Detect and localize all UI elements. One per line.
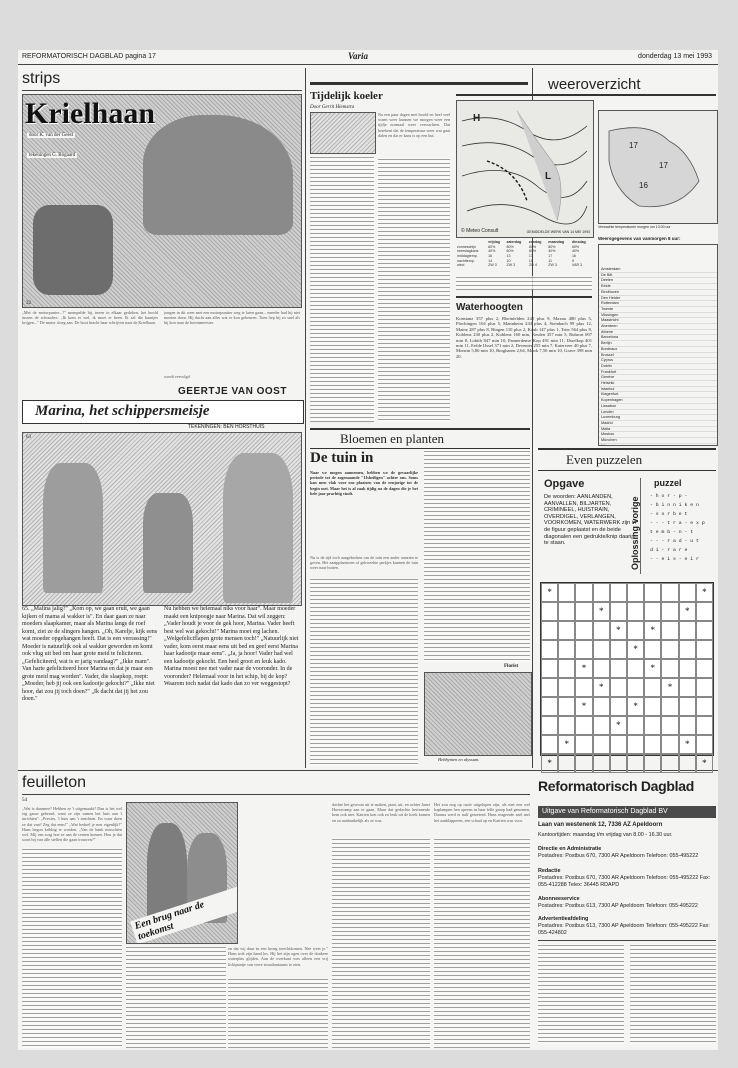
puzzle-cell[interactable] bbox=[593, 754, 610, 773]
city-row: Eelde bbox=[599, 284, 717, 290]
flower-photo bbox=[424, 672, 532, 756]
puzzle-cell[interactable] bbox=[541, 697, 558, 716]
puzzle-cell[interactable] bbox=[679, 583, 696, 602]
rd-publisher: Uitgave van Reformatorisch Dagblad BV bbox=[538, 806, 716, 818]
forecast-cell: 11 bbox=[548, 258, 552, 263]
city-row: Londen bbox=[599, 410, 717, 416]
forecast-cell: ZW 3 bbox=[506, 263, 516, 268]
puzzle-cell[interactable] bbox=[627, 754, 644, 773]
forecast-cell: VAR 3 bbox=[571, 263, 583, 268]
puzzle-cell[interactable] bbox=[558, 678, 575, 697]
puzzle-cell[interactable] bbox=[661, 754, 678, 773]
forecast-cell: 13 bbox=[506, 254, 511, 259]
waterhoogten-text: Konstanz 357 plus 2, Rheinfelden 242 plus 9, Maxau 480 plus 5, Plochingen 104 plus 5, Mannheim 243 plus 4, Steinbach 99 plus 12, Mainz 287 plus 8, Bingen 110 plus 2, Kaub 147 plus 1, Trier 564 plus 8, Koblenz 230 plus 2, Koblenz 160 min, Keulen 357 min 5, Ruhrort 697 min 8, Lobith 847 min 10, Pannerdense Kop 491 min 11, IJsselkop 401 min 11, Eefde IJssel 371 min 2, Deventer 255 min 7, Katerveer 40 plus 7, Monsin 5,86 min 10, Borgharen 2,64, Mook 7,56 min 10, Grave 398 min 20. bbox=[456, 316, 592, 359]
forecast-cell: wind bbox=[457, 263, 465, 268]
puzzle-cell[interactable] bbox=[696, 659, 713, 678]
forecast-cell: 10 bbox=[528, 258, 533, 263]
forecast-notes bbox=[456, 276, 592, 290]
feuilleton-col3-text bbox=[332, 838, 430, 1048]
rd-redactie-title: Redactie bbox=[538, 868, 561, 874]
oplossing-line: - - e i s - e i r bbox=[650, 557, 699, 562]
feuilleton-col2-text bbox=[228, 978, 328, 1048]
puzzle-cell[interactable] bbox=[661, 735, 678, 754]
puzzle-cell[interactable] bbox=[575, 621, 592, 640]
krielhaan-title: Krielhaan bbox=[25, 97, 156, 130]
newspaper-page bbox=[18, 50, 718, 1050]
section-rule bbox=[456, 296, 592, 298]
krielhaan-text-left: „Met de motorpunter...?" mompelde hij, ineen in elkaar gedoken, het hoofd tussen de schouders. „Ik kom er wel, ik moet er heen. Ik zal die kaartjes krijgen..." De motor sloeg aan. De boot bracht haar schrijven naar de Krielhaan. bbox=[22, 310, 158, 326]
puzzle-cell[interactable] bbox=[679, 678, 696, 697]
puzzle-cell[interactable] bbox=[558, 602, 575, 621]
tuin-body-text bbox=[424, 450, 530, 662]
city-row: Maastricht bbox=[599, 318, 717, 324]
puzzle-cell[interactable] bbox=[627, 735, 644, 754]
puzzle-cell[interactable] bbox=[696, 697, 713, 716]
puzzle-cell[interactable] bbox=[610, 640, 627, 659]
rd-kantoortijden: Kantoortijden: maandag t/m vrijdag van 8.00 - 16.30 uur. bbox=[538, 832, 673, 838]
city-row: Genève bbox=[599, 375, 717, 381]
rd-title: Reformatorisch Dagblad bbox=[538, 778, 694, 794]
marina-comic-panel bbox=[22, 432, 302, 606]
puzzle-cell[interactable] bbox=[575, 640, 592, 659]
rd-directie-title: Directie en Administratie bbox=[538, 846, 602, 852]
oplossing-line: - - - t r a - e x p bbox=[650, 521, 705, 526]
forecast-cell: 9 bbox=[571, 258, 574, 263]
puzzle-cell[interactable]: * bbox=[541, 754, 558, 773]
puzzle-cell[interactable] bbox=[679, 697, 696, 716]
puzzle-cell[interactable] bbox=[679, 754, 696, 773]
puzzle-cell[interactable] bbox=[679, 621, 696, 640]
puzzle-cell[interactable] bbox=[541, 678, 558, 697]
puzzle-cell[interactable] bbox=[575, 716, 592, 735]
puzzle-cell[interactable] bbox=[593, 716, 610, 735]
forecast-table bbox=[456, 240, 592, 268]
strips-section-title: strips bbox=[22, 70, 61, 87]
forecast-cell: 17 bbox=[548, 254, 553, 259]
puzzle-cell[interactable]: * bbox=[610, 716, 627, 735]
rd-address: Laan van westenenk 12, 7336 AZ Apeldoorn bbox=[538, 822, 663, 828]
map-caption: GEMIDDELDE WERK VAN 14 MEI 1993 bbox=[526, 230, 590, 234]
rd-directie bbox=[538, 846, 716, 860]
puzzle-cell[interactable] bbox=[558, 659, 575, 678]
puzzle-cell[interactable] bbox=[661, 659, 678, 678]
florist-signature: Florist bbox=[504, 664, 519, 669]
oplossing-line: - b i n n i k e n bbox=[650, 503, 699, 508]
bloemen-section-title: Bloemen en planten bbox=[340, 431, 444, 446]
city-row: De Bilt bbox=[599, 273, 717, 279]
city-row: Vlissingen bbox=[599, 313, 717, 319]
temp-map-caption: Verwachte temperaturen morgen om 13.00 uur bbox=[598, 225, 671, 229]
city-row: Athene bbox=[599, 330, 717, 336]
oplossing-grid bbox=[650, 492, 716, 564]
puzzle-cell[interactable] bbox=[644, 640, 661, 659]
puzzle-cell[interactable] bbox=[593, 697, 610, 716]
puzzle-cell[interactable]: * bbox=[610, 621, 627, 640]
puzzle-cell[interactable] bbox=[610, 754, 627, 773]
forecast-day-header: zondag bbox=[528, 240, 542, 245]
krielhaan-text-right: jongen in dit weer met een motorpuntter weg te laten gaan... meeder had hij niet moeten doen. Hij dacht aan alles wat er kon gebeuren. Toen liep hij zo snel als hij kon naar de havenmeester. bbox=[164, 310, 300, 326]
puzzle-cell[interactable] bbox=[541, 602, 558, 621]
puzzle-cell[interactable] bbox=[627, 602, 644, 621]
opgave-text: De woorden: AANLANDEN, AANVALLEN, BILJARTEN, CRIMINEEL, HUISTRAIN, OVERDIGEL, VERLANGEN, VOORKOMEN, WATERWERK zijn in de figuur geplaatst en de beide diagonalen een gedrukte/knip daarin te staan. bbox=[544, 494, 637, 547]
forecast-cell: nachttemp. bbox=[457, 258, 475, 263]
rd-directie-text: Postadres: Postbus 670, 7300 AR Apeldoorn Telefoon: 055-495222 bbox=[538, 853, 699, 859]
temp-value: 16 bbox=[639, 181, 648, 190]
city-table bbox=[598, 244, 718, 446]
bloemen-header bbox=[310, 428, 530, 449]
feuilleton-col3: dachte het gewoon uit te maken, punt, uit, en achter Janet Hoesecamp aan te gaan. Maar dat gedachte herinnerde hem ook niet. Katrien kon ook zo leuk uit de hoek komen en zo aanhankelijk als ze was. bbox=[332, 802, 430, 823]
krielhaan-comic-panel bbox=[22, 94, 302, 308]
puzzle-cell[interactable] bbox=[575, 735, 592, 754]
city-row: Den Helder bbox=[599, 296, 717, 302]
puzzle-cell[interactable] bbox=[644, 716, 661, 735]
puzzle-cell[interactable] bbox=[558, 697, 575, 716]
city-row: Twente bbox=[599, 307, 717, 313]
puzzle-cell[interactable] bbox=[593, 735, 610, 754]
forecast-cell: 16 bbox=[488, 254, 493, 259]
puzzle-cell[interactable] bbox=[541, 716, 558, 735]
forecast-day-header: dinsdag bbox=[571, 240, 586, 245]
forecast-cell: middagtemp. bbox=[457, 254, 478, 259]
comic-figure bbox=[143, 115, 293, 235]
section-rule bbox=[538, 448, 716, 450]
puzzle-cell[interactable] bbox=[627, 621, 644, 640]
marina-credit: TEKENINGEN: BEN HORSTHUIS bbox=[188, 424, 265, 430]
temp-value: 17 bbox=[659, 161, 668, 170]
koeler-body-text bbox=[378, 158, 450, 422]
city-row: Barcelona bbox=[599, 335, 717, 341]
puzzle-cell[interactable] bbox=[627, 716, 644, 735]
weather-map bbox=[456, 100, 594, 238]
rd-tariffs-text bbox=[538, 944, 624, 1044]
puzzle-cell[interactable] bbox=[696, 640, 713, 659]
puzzle-cell[interactable] bbox=[541, 659, 558, 678]
puzzle-cell[interactable] bbox=[593, 659, 610, 678]
tuin-lead: Naar we mogen aannemen, hebben we de gevaarlijke periode tot de zogenaamde "IJsheiligen" achter ons. Soms kan men vlak voor ons plaatsen van de eenjarige tot de begin mei. Maar het is al zaak tijdig na de dagen die je het hele jaar prachtig vindt. bbox=[310, 470, 418, 496]
puzzle-cell[interactable] bbox=[679, 640, 696, 659]
puzzle-cell[interactable] bbox=[610, 697, 627, 716]
krielhaan-continued: wordt vervolgd bbox=[164, 374, 190, 379]
city-row: Frankfurt bbox=[599, 370, 717, 376]
forecast-cell: ZW 3 bbox=[548, 263, 557, 268]
city-row: Bordeaux bbox=[599, 347, 717, 353]
rd-abonnee-text: Postadres: Postbus 613, 7300 AP Apeldoorn Telefoon: 055-495222 bbox=[538, 903, 698, 909]
forecast-cell: 80% bbox=[488, 244, 496, 249]
city-row: Istanbul bbox=[599, 387, 717, 393]
panel-number: 32 bbox=[26, 301, 31, 306]
forecast-cell: ZW 3 bbox=[488, 263, 497, 268]
puzzle-cell[interactable] bbox=[558, 716, 575, 735]
puzzle-cell[interactable] bbox=[610, 678, 627, 697]
city-row: Deelen bbox=[599, 278, 717, 284]
puzzle-cell[interactable]: * bbox=[541, 583, 558, 602]
forecast-cell: ZO 4 bbox=[528, 263, 537, 268]
puzzle-cell[interactable] bbox=[627, 583, 644, 602]
oplossing-line: - s o r b e t bbox=[650, 512, 688, 517]
puzzle-cell[interactable]: * bbox=[558, 735, 575, 754]
marina-title: Marina, het schippersmeisje bbox=[35, 403, 210, 419]
puzzle-cell[interactable] bbox=[575, 583, 592, 602]
comic-figure bbox=[223, 453, 293, 603]
koeler-bar bbox=[310, 82, 528, 85]
puzzle-cell[interactable] bbox=[575, 678, 592, 697]
puzzle-cell[interactable] bbox=[696, 735, 713, 754]
puzzle-cell[interactable] bbox=[558, 640, 575, 659]
header-center: Varia bbox=[348, 51, 369, 61]
puzzle-cell[interactable]: * bbox=[575, 697, 592, 716]
puzzle-cell[interactable] bbox=[627, 659, 644, 678]
puzzle-cell[interactable] bbox=[696, 621, 713, 640]
puzzle-cell[interactable] bbox=[593, 621, 610, 640]
header-left: REFORMATORISCH DAGBLAD pagina 17 bbox=[22, 53, 156, 60]
forecast-cell: 10 bbox=[506, 258, 511, 263]
section-underline bbox=[22, 90, 302, 91]
puzzel-section-title: Even puzzelen bbox=[566, 452, 643, 467]
city-row: Dublin bbox=[599, 364, 717, 370]
puzzle-cell[interactable] bbox=[593, 640, 610, 659]
city-row: Helsinki bbox=[599, 381, 717, 387]
city-row: Aberdeen bbox=[599, 324, 717, 330]
forecast-cell: zonneschijn bbox=[457, 244, 476, 249]
column-rule bbox=[305, 68, 306, 768]
oplossing-line: - - - r a d - u t bbox=[650, 539, 699, 544]
rd-abonnee bbox=[538, 896, 716, 910]
forecast-cell: 14 bbox=[488, 258, 493, 263]
puzzle-cell[interactable] bbox=[661, 621, 678, 640]
city-row: Malta bbox=[599, 427, 717, 433]
puzzle-cell[interactable] bbox=[644, 602, 661, 621]
forecast-row bbox=[456, 263, 592, 268]
low-pressure-label: L bbox=[545, 171, 552, 182]
forecast-cell: 40% bbox=[488, 249, 496, 254]
feuilleton-col4: Het zou nog op ruzie uitgelopen zijn, als niet een wel kaplampen hen opeens in haar felle groep had genomen. Daarna werd er nalf getoeterd. Hans reageerde snel met het aanklapperen, een schaal op en Katrien was voor. bbox=[434, 802, 530, 823]
puzzle-cell[interactable] bbox=[541, 735, 558, 754]
comic-figure bbox=[143, 493, 193, 593]
puzzle-cell[interactable] bbox=[541, 621, 558, 640]
city-row: Nice bbox=[599, 444, 717, 446]
rd-advertentie bbox=[538, 916, 716, 937]
city-row: Amsterdam bbox=[599, 267, 717, 273]
puzzle-cell[interactable] bbox=[610, 602, 627, 621]
tuin-title: De tuin in bbox=[310, 450, 374, 466]
city-row: Kopenhagen bbox=[599, 398, 717, 404]
rd-advertentie-title: Advertentieafdeling bbox=[538, 916, 589, 922]
puzzle-cell[interactable] bbox=[541, 640, 558, 659]
section-rule bbox=[538, 940, 716, 941]
puzzle-cell[interactable] bbox=[661, 640, 678, 659]
city-row: Brussel bbox=[599, 353, 717, 359]
city-row: Berlijn bbox=[599, 341, 717, 347]
forecast-cell: 80% bbox=[548, 244, 556, 249]
forecast-cell: 60% bbox=[571, 244, 580, 249]
photo-caption: Hebbymen en alyssum. bbox=[438, 757, 480, 762]
feuilleton-col2: en dat wij daar in een kroeg terechtkomen. Nee weet je." Hans trok zijn hand los. Hij liet zijn ogen over de donkere waterplas glijden. Aan de overkant was alleen een vrij lichtpuntje van verre straatlantaarns te zien. bbox=[228, 946, 328, 967]
puzzle-cell[interactable] bbox=[679, 659, 696, 678]
temp-value: 17 bbox=[629, 141, 638, 150]
puzzle-cell[interactable] bbox=[610, 659, 627, 678]
puzzle-cell[interactable] bbox=[644, 678, 661, 697]
marina-caption-right: Nu hebben we helemaal niks voor haar". Maar moeder maakt een knipoogje naar Marina. Dat wil zeggen: „Vader houdt je voor de gek hoor, Marina. Vader heeft best wel wat gekocht!" Marina moet erg lachen. „Welgefeliciflapen grote mensen toch!" „Natuurlijk niet vader, kom eerst maar eens uit bed en geef eerst Marina haar kadootje maar eens". „Ja, ja hoor! Vader had wel een kadootje gekocht. Een heel groot en leuk kado. Marina moest nee met vader naar de vooronder. In de vooronder? Helemaal voor in het schip, bij de kop? Waarom toch nadat dat kado dan zo ver weggestopt? bbox=[164, 606, 299, 687]
koeler-title: Tijdelijk koeler bbox=[310, 90, 383, 102]
city-row: Moskou bbox=[599, 432, 717, 438]
puzzle-cell[interactable] bbox=[644, 697, 661, 716]
rd-redactie-text: Postadres: Postbus 670, 7300 AR Apeldoorn Telefoon: 055-495222 Fax: 055-412288 Telex: 36445 RDAPD bbox=[538, 875, 711, 888]
forecast-cell: neerslagkans bbox=[457, 249, 479, 254]
forecast-table-wrap bbox=[456, 240, 592, 268]
forecast-cell: 16 bbox=[571, 254, 576, 259]
puzzle-cell[interactable] bbox=[558, 621, 575, 640]
puzzle-cell[interactable]: * bbox=[627, 640, 644, 659]
forecast-cell: 80% bbox=[528, 244, 537, 249]
forecast-cell: 13 bbox=[528, 254, 533, 259]
koeler-author: Door Gerrit Hiemstra bbox=[310, 105, 355, 110]
oplossing-line: t e m b - n - t bbox=[650, 530, 694, 535]
weer-title: weeroverzicht bbox=[548, 76, 641, 93]
puzzle-cell[interactable]: * bbox=[644, 659, 661, 678]
puzzle-cell[interactable] bbox=[679, 716, 696, 735]
oplossing-line: d i - r a r e bbox=[650, 548, 688, 553]
puzzle-cell[interactable] bbox=[696, 678, 713, 697]
city-row: Madrid bbox=[599, 421, 717, 427]
waterhoogten-title: Waterhoogten bbox=[456, 302, 523, 313]
puzzle-grid[interactable] bbox=[540, 582, 714, 768]
puzzle-cell[interactable] bbox=[644, 735, 661, 754]
puzzle-cell[interactable] bbox=[644, 754, 661, 773]
feuilleton-illustration bbox=[126, 802, 238, 944]
section-underline bbox=[22, 794, 530, 795]
feuilleton-col1: „Wat is daarmee? Hebben ze 't uitgemaakt? Dan is het wel erg gauw gebeurd, want ze zijn samen het huis aan 't inrichten". „Precies, 't huis aan 't inrichten. En waar doen ze dat van? Zeg dat eens!" „Wat bedoel je nou eigenlijk?" Hans begon kribbig te worden. „Van de bank misschien wel. Mij een zorg hoe ze aan de centen komen. Hou je dat soort bij van alle stellen die gaan trouwen?" bbox=[22, 806, 122, 843]
forecast-cell: 60% bbox=[528, 249, 537, 254]
puzzle-cell[interactable] bbox=[627, 678, 644, 697]
krielhaan-illustrator: tekeningen G. Bogaard bbox=[29, 153, 76, 158]
puzzle-cell[interactable]: * bbox=[696, 754, 713, 773]
page-header bbox=[18, 50, 718, 65]
forecast-day-header: vrijdag bbox=[488, 240, 500, 245]
puzzle-cell[interactable] bbox=[610, 735, 627, 754]
rd-advertentie-text: Postadres: Postbus 613, 7300 AP Apeldoorn Telefoon: 055-495222 Fax: 055-424802 bbox=[538, 923, 710, 936]
puzzle-cell[interactable]: * bbox=[627, 697, 644, 716]
koeler-body: Na een paar dagen met hoofd en heel veel warm weer kunnen we morgen weer een tijdje normaal weer verwachten. Dat betekent dat de temperatuur weer wat gaat dalen en dat er kans is op een bui. bbox=[378, 112, 450, 138]
high-pressure-label: H bbox=[473, 113, 481, 124]
puzzle-cell[interactable] bbox=[558, 754, 575, 773]
puzzle-cell[interactable]: * bbox=[593, 678, 610, 697]
rd-conditions-text bbox=[630, 944, 716, 1044]
puzzle-cell[interactable] bbox=[696, 716, 713, 735]
feuilleton-number: 54 bbox=[22, 798, 27, 803]
puzzle-cell[interactable] bbox=[610, 583, 627, 602]
feuilleton-col1-text bbox=[22, 848, 122, 1048]
rd-redactie bbox=[538, 868, 716, 889]
temperature-map bbox=[598, 110, 718, 224]
comic-figure bbox=[43, 463, 103, 593]
puzzle-cell[interactable]: * bbox=[661, 678, 678, 697]
koeler-body-text bbox=[310, 156, 374, 422]
feuilleton-illustration-title: Een brug naar de toekomst bbox=[130, 886, 238, 944]
coast-outline bbox=[599, 111, 717, 223]
puzzle-cell[interactable]: * bbox=[679, 735, 696, 754]
puzzle-cell[interactable] bbox=[593, 583, 610, 602]
krielhaan-credit: door K. van der Geest bbox=[29, 133, 74, 138]
puzzle-cell[interactable] bbox=[661, 602, 678, 621]
puzzle-cell[interactable] bbox=[661, 697, 678, 716]
forecast-cell: 80% bbox=[506, 244, 514, 249]
puzzle-cell[interactable] bbox=[575, 754, 592, 773]
map-copyright: © Meteo Consult bbox=[461, 228, 499, 234]
puzzle-cell[interactable] bbox=[558, 583, 575, 602]
forecast-cell: 40% bbox=[548, 249, 556, 254]
puzzle-cell[interactable] bbox=[661, 716, 678, 735]
feuilleton-col2a-text bbox=[126, 946, 226, 1048]
forecast-cell: 40% bbox=[571, 249, 580, 254]
city-row: Lissabon bbox=[599, 404, 717, 410]
oplossing-line: - h o r - p - bbox=[650, 494, 688, 499]
puzzle-cell[interactable] bbox=[661, 583, 678, 602]
forecast-day-header: zaterdag bbox=[506, 240, 522, 245]
city-row: München bbox=[599, 438, 717, 444]
city-row: Eindhoven bbox=[599, 290, 717, 296]
city-row: Luxemburg bbox=[599, 415, 717, 421]
marina-title-banner bbox=[22, 400, 304, 424]
column-rule bbox=[640, 478, 641, 574]
puzzle-cell[interactable] bbox=[644, 583, 661, 602]
feuilleton-section-title: feuilleton bbox=[22, 774, 87, 791]
oplossing-title: Oplossing vorige bbox=[630, 496, 640, 570]
puzzle-cell[interactable] bbox=[696, 602, 713, 621]
koeler-photo bbox=[310, 112, 376, 154]
puzzle-cell[interactable] bbox=[575, 602, 592, 621]
rd-abonnee-title: Abonneeservice bbox=[538, 896, 580, 902]
panel-number: 63 bbox=[26, 435, 31, 440]
section-underline bbox=[456, 94, 716, 96]
forecast-cell: 60% bbox=[506, 249, 514, 254]
marina-caption-left: 65. „Malina jalig?" „Kom op, we gaan eruit, we gaan kijken of mama al wakker is". En daar gaan ze naar moeders slaapkamer, maar als Marina langs de roef komt, ziet ze de slingers hangen. „Oh, Karelje, kijk eens wat moeder opgehangen heeft. Dat is een verrassing!" Moeder is natuurlijk ook al wakker geworden en komt ook vlug uit bed om haar grote meid te feliciteren. „Gefeliciteerd, wat is er jarig vandaag?" „Ikke mam". Van harte gefeliciteerd hoor Marina en dat je maar een grote meid mag worden". Vader, die slaapkop, roept: „Moeder, heb jij ook een kadootje gekocht?" „Ikke niet hoor, dat zou jij toch doen?" „Ik dacht dat jij het zou doen." bbox=[22, 606, 158, 702]
puzzle-cell[interactable]: * bbox=[679, 602, 696, 621]
marina-author: GEERTJE VAN OOST bbox=[178, 386, 287, 397]
puzzle-cell[interactable]: * bbox=[644, 621, 661, 640]
section-rule bbox=[538, 470, 716, 471]
puzzle-cell[interactable]: * bbox=[696, 583, 713, 602]
tuin-body-text bbox=[310, 578, 418, 766]
forecast-day-header: maandag bbox=[548, 240, 565, 245]
header-right: donderdag 13 mei 1993 bbox=[638, 53, 712, 60]
city-row: Rotterdam bbox=[599, 301, 717, 307]
city-row: Klagenfurt bbox=[599, 392, 717, 398]
puzzle-cell[interactable]: * bbox=[593, 602, 610, 621]
city-row: Cyprus bbox=[599, 358, 717, 364]
city-table-title: Weersgegevens van vanmorgen 8 uur: bbox=[598, 236, 681, 241]
oplossing-word: puzzel bbox=[654, 478, 682, 488]
feuilleton-col4-text bbox=[434, 838, 530, 1048]
comic-figure bbox=[33, 205, 113, 295]
puzzle-cell[interactable]: * bbox=[575, 659, 592, 678]
tuin-body: Nu is de tijd toch aangebroken om de tuin een ander aanzien te geven. Het zaaipplantsoen of gekweekte perkjes kunnen de tuin weer naar buiten. bbox=[310, 555, 418, 571]
opgave-title: Opgave bbox=[544, 478, 585, 490]
